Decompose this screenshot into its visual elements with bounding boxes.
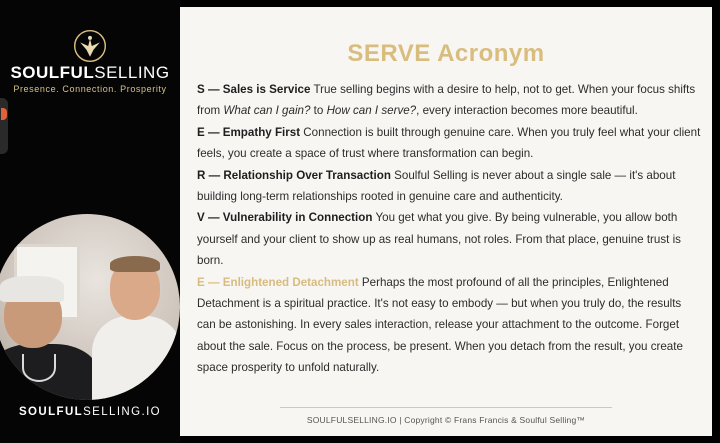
item-heading-highlight: E — Enlightened Detachment: [197, 275, 359, 289]
serve-item-s: S — Sales is Service True selling begins with a desire to help, not to get. When your focus shifts from What can I gain? to How can I serve?, every interaction becomes more beautiful.: [197, 83, 696, 118]
serve-item-e2: E — Enlightened Detachment Perhaps the most profound of all the principles, Enlightened Detachment is a spiritual practice. It's not easy to embody — but when you truly do, the results can be astonishing. In every sales interaction, release your attachment to the outcome. Forget about the sale. Focus on the process, be present. When you detach from the result, you create space prosperity to unfold naturally.: [197, 275, 683, 375]
dock-indicator-icon: [1, 108, 7, 120]
eagle-emblem-icon: [72, 28, 108, 64]
presenter-1-cap: [0, 276, 64, 302]
serve-item-e1: E — Empathy First Connection is built through genuine care. When you truly feel what your client feels, you create a space of trust where transformation can begin.: [197, 125, 701, 161]
brand-block: [0, 28, 180, 94]
serve-item-v: V — Vulnerability in Connection You get what you give. By being vulnerable, you allow both yourself and your client to show up as real humans, not roles. From that place, genuine trust is born.: [197, 211, 681, 268]
item-heading: R — Relationship Over Transaction: [197, 168, 391, 182]
brand-tagline: Presence. Connection. Prosperity: [13, 84, 167, 94]
presenter-2-body: [92, 316, 180, 400]
footer-divider: [280, 407, 612, 408]
presenter-2-hair: [110, 256, 160, 272]
presenter-video: [0, 214, 180, 400]
serve-item-r: R — Relationship Over Transaction Soulful Selling is never about a single sale — it's about building long-term relationships rooted in genuine care and authenticity.: [197, 168, 676, 204]
slide-title: SERVE Acronym: [347, 40, 545, 67]
presenter-1-chain: [22, 354, 56, 382]
site-url[interactable]: SOULFULSELLING.IO: [18, 406, 162, 418]
slide-content: [197, 79, 702, 379]
item-heading: V — Vulnerability in Connection: [197, 211, 373, 225]
side-dock-tab[interactable]: [0, 98, 8, 154]
sidebar-panel: [0, 0, 180, 443]
item-heading: E — Empathy First: [197, 125, 301, 139]
item-heading: S — Sales is Service: [197, 83, 311, 96]
slide: [180, 7, 712, 436]
slide-footer: SOULFULSELLING.IO | Copyright © Frans Francis & Soulful Selling™: [306, 415, 586, 425]
brand-name: SOULFULSELLING: [10, 63, 170, 82]
